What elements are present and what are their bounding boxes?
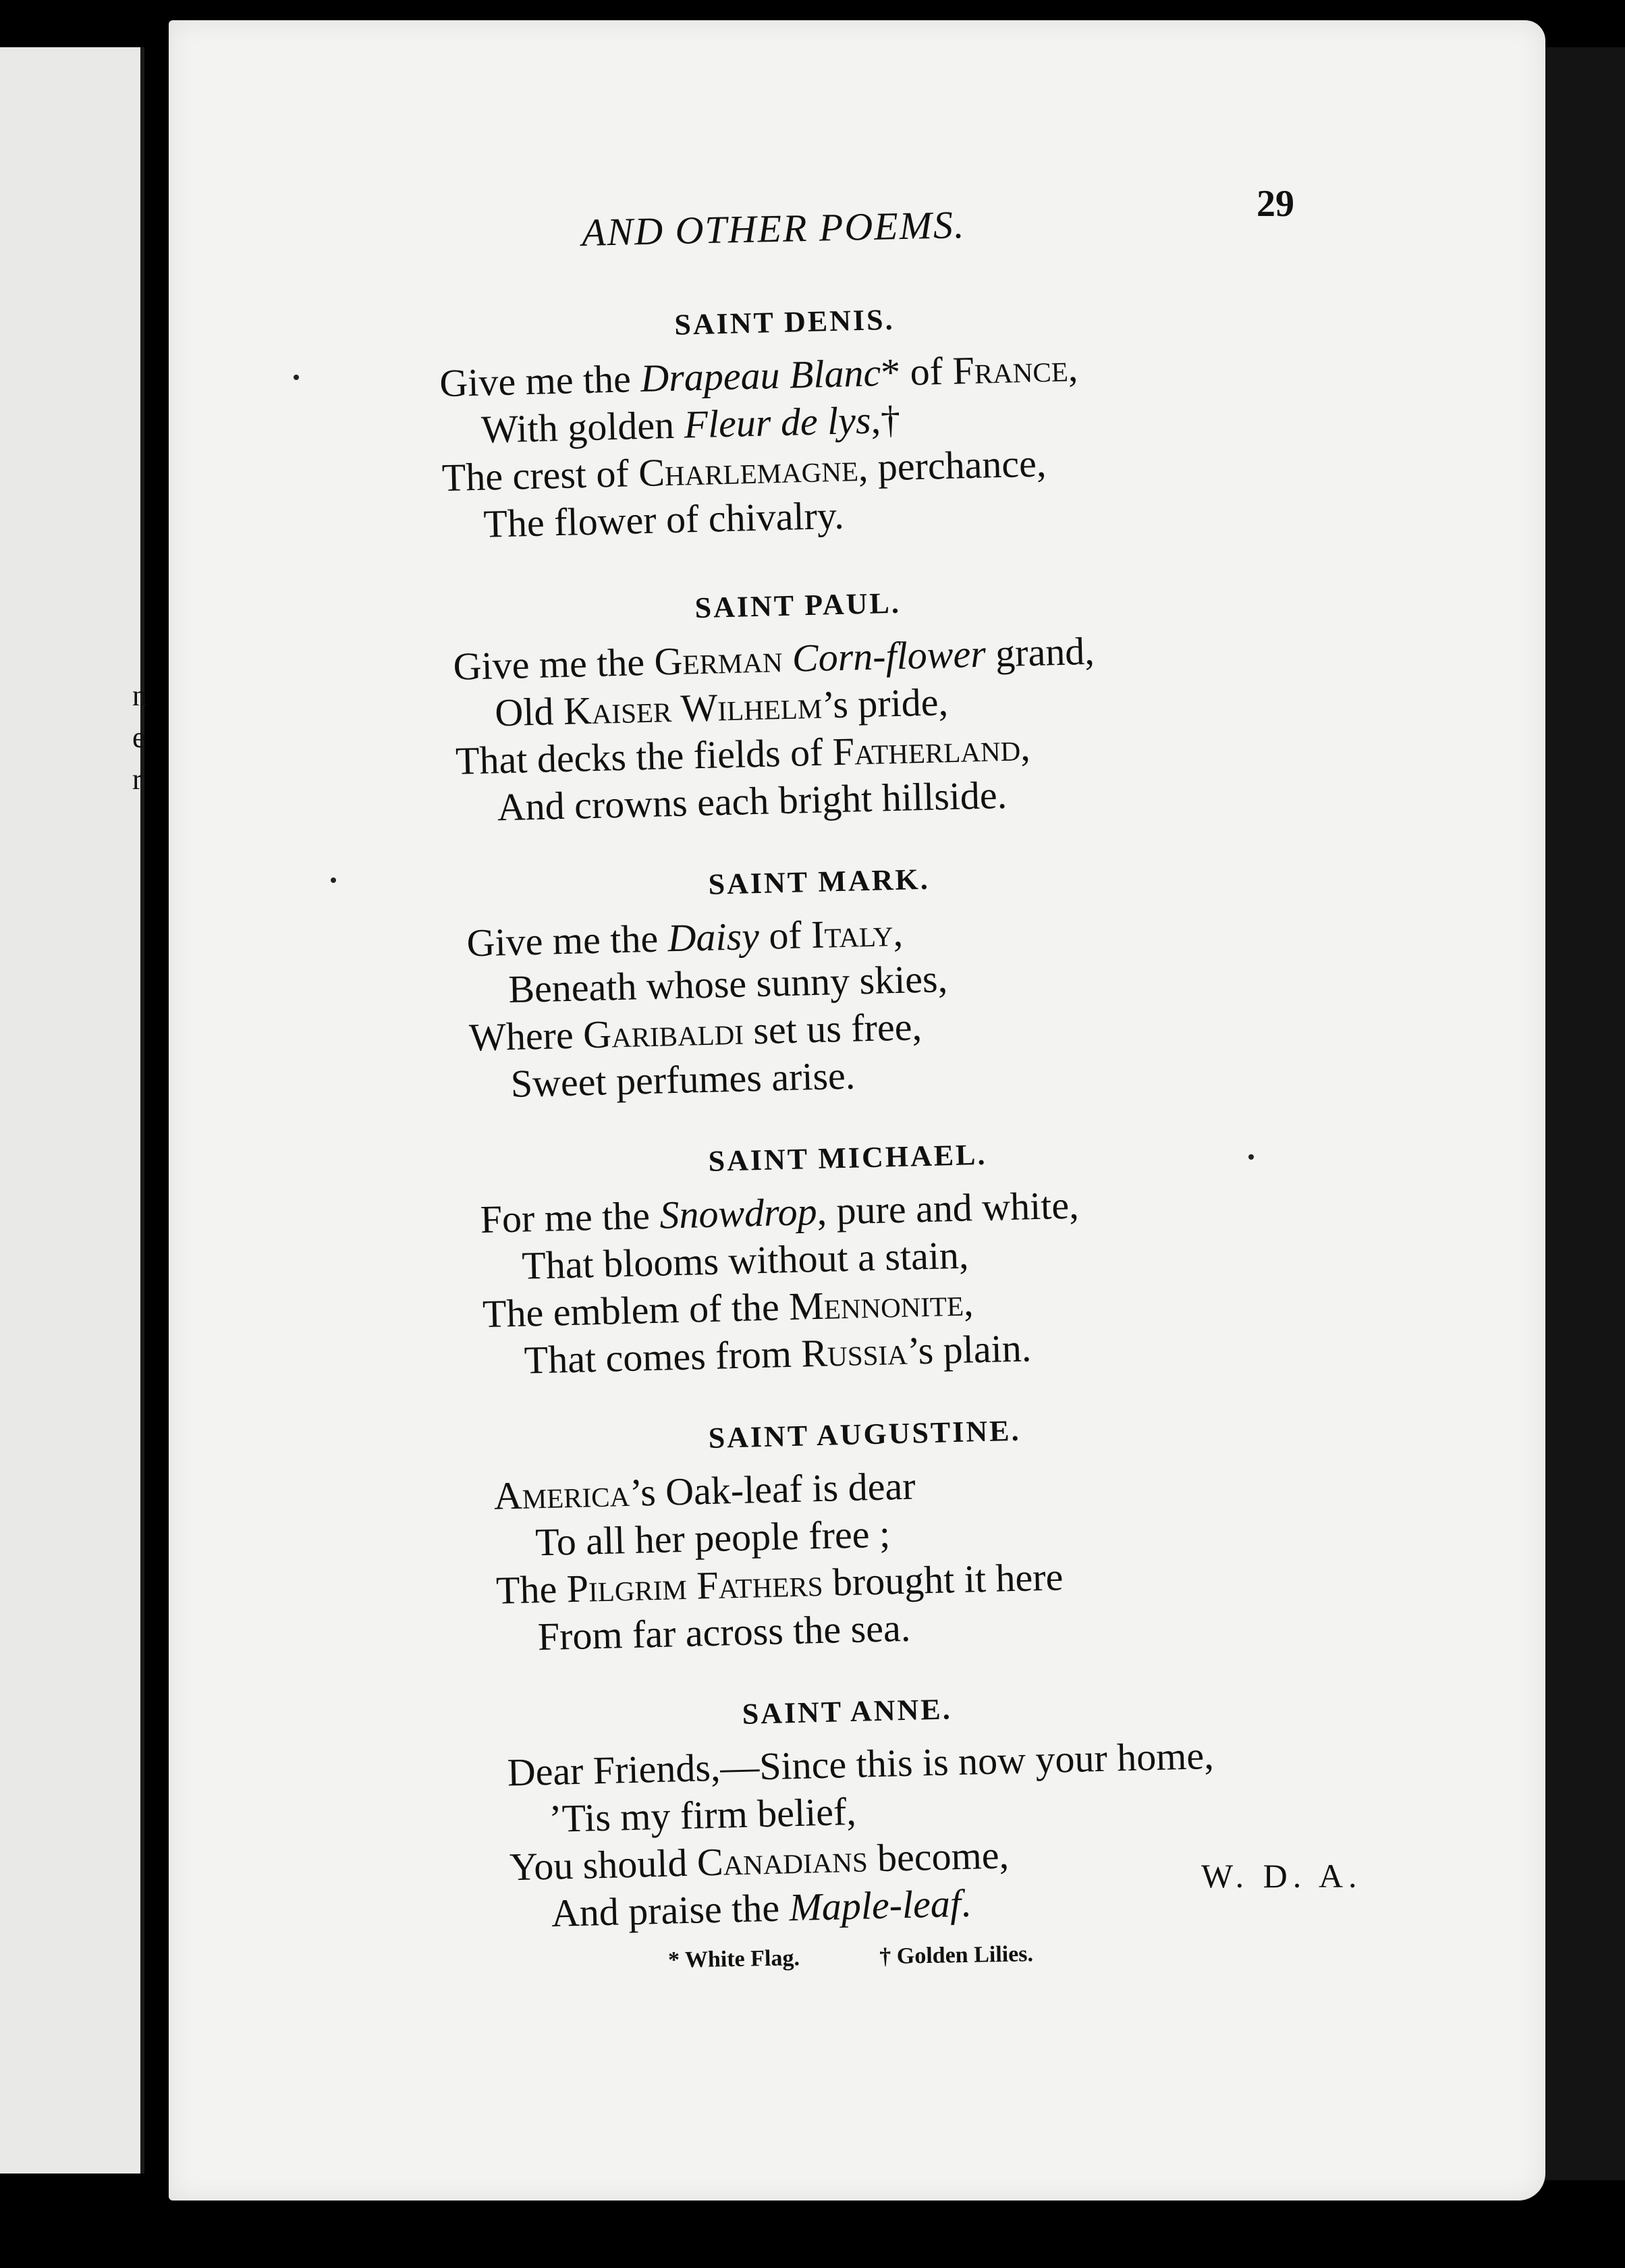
poem-line: Give me the Daisy of Italy, <box>466 910 904 965</box>
poem-line: That blooms without a stain, <box>521 1233 970 1288</box>
poem-line: ’Tis my firm belief, <box>548 1789 857 1841</box>
poem-line: The Pilgrim Fathers brought it here <box>495 1555 1064 1613</box>
paper-speck <box>294 375 299 380</box>
footnote-white-flag: * White Flag. <box>667 1945 800 1973</box>
paper-speck <box>331 878 336 883</box>
poem-line: The emblem of the Mennonite, <box>482 1280 974 1336</box>
poem-line: From far across the sea. <box>537 1605 911 1659</box>
poem-line: America’s Oak-leaf is dear <box>493 1463 916 1518</box>
poem-line: Old Kaiser Wilhelm’s pride, <box>494 680 949 735</box>
poem-line: For me the Snowdrop, pure and white, <box>479 1183 1080 1242</box>
signature: W. D. A. <box>1201 1857 1362 1895</box>
stanza-title: SAINT AUGUSTINE. <box>708 1413 1022 1455</box>
page-number: 29 <box>1257 183 1294 225</box>
stanza-title: SAINT ANNE. <box>742 1692 953 1731</box>
stanza-title: SAINT MICHAEL. <box>708 1137 988 1178</box>
facing-page <box>0 47 147 2174</box>
poem-line: Where Garibaldi set us free, <box>468 1004 922 1060</box>
poem-line: Give me the German Corn-flower grand, <box>452 628 1095 688</box>
poem-line: Beneath whose sunny skies, <box>507 956 948 1012</box>
facing-page-edge-text: n e r <box>132 679 147 796</box>
poem-line: Sweet perfumes arise. <box>510 1053 856 1106</box>
poem-line: And praise the Maple-leaf. <box>551 1881 972 1935</box>
poem-line: The crest of Charlemagne, perchance, <box>441 441 1047 500</box>
poem-line: You should Canadians become, <box>509 1833 1010 1889</box>
poem-line: With golden Fleur de lys,† <box>480 397 901 452</box>
poem-line: The flower of chivalry. <box>483 493 845 546</box>
poem-line: Give me the Drapeau Blanc* of France, <box>439 346 1078 406</box>
footnote-golden-lilies: † Golden Lilies. <box>879 1941 1034 1970</box>
poem-line: That comes from Russia’s plain. <box>524 1326 1032 1382</box>
running-head: AND OTHER POEMS. <box>581 202 966 254</box>
poem-line: That decks the fields of Fatherland, <box>455 725 1031 783</box>
stanza-title: SAINT PAUL. <box>694 586 902 625</box>
poem-line: To all her people free ; <box>534 1511 891 1565</box>
stanza-title: SAINT DENIS. <box>673 302 896 342</box>
poem-line: And crowns each bright hillside. <box>497 772 1008 830</box>
paper-speck <box>1248 1154 1254 1160</box>
stanza-title: SAINT MARK. <box>708 862 931 901</box>
book-page <box>169 20 1545 2200</box>
poem-line: Dear Friends,—Since this is now your home, <box>506 1733 1215 1795</box>
